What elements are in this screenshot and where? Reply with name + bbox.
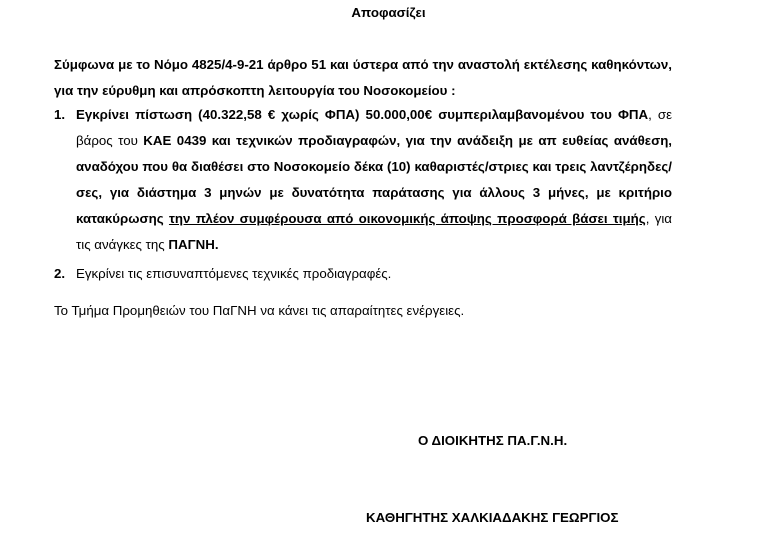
list-item — [54, 102, 672, 258]
item-text — [76, 102, 672, 258]
closing-paragraph: Το Τμήμα Προμηθειών του ΠαΓΝΗ να κάνει τις απαραίτητες ενέργειες. — [54, 303, 465, 318]
item-number: 1. — [54, 107, 66, 122]
credit-amount-text: Εγκρίνει πίστωση (40.322,58 € χωρίς ΦΠΑ) 50.000,00€ συμπεριλαμβανομένου του ΦΠΑ — [76, 107, 649, 122]
item-text: Εγκρίνει τις επισυναπτόμενες τεχνικές προδιαγραφές. — [76, 266, 392, 281]
needs-text: , για τις ανάγκες της — [76, 211, 672, 252]
award-criterion-text: την πλέον συμφέρουσα από οικονομικής άποψης προσφορά βάσει τιμής — [168, 211, 646, 226]
list-item — [54, 261, 672, 287]
intro-paragraph: Σύμφωνα με το Νόμο 4825/4-9-21 άρθρο 51 και ύστερα από την αναστολή εκτέλεσης καθηκόντων, για την εύρυθμη και απρόσκοπτη λειτουργία του Νοσοκομείου : — [54, 57, 672, 98]
kae-text: ΚΑΕ 0439 και τεχνικών προδιαγραφών, για την ανάδειξη με απ ευθείας ανάθεση, αναδόχου που θα διαθέσει στο Νοσοκομείο δέκα (10) καθαριστές/στριες και τρεις λαντζέρηδες/σες, για διάστημα 3 μηνών με δυνατότητα παράτασης για άλλους 3 μήνες, με κριτήριο κατακύρωσης — [76, 133, 673, 226]
signatory-title: Ο ΔΙΟΙΚΗΤΗΣ ΠΑ.Γ.Ν.Η. — [418, 433, 568, 448]
hospital-abbr-text: ΠΑΓΝΗ. — [168, 237, 219, 252]
decision-heading: Αποφασίζει — [351, 5, 426, 20]
item-number: 2. — [54, 266, 66, 281]
signatory-name: ΚΑΘΗΓΗΤΗΣ ΧΑΛΚΙΑΔΑΚΗΣ ΓΕΩΡΓΙΟΣ — [366, 510, 619, 525]
charge-text: , σε βάρος του — [76, 107, 672, 148]
decision-list — [54, 102, 672, 287]
